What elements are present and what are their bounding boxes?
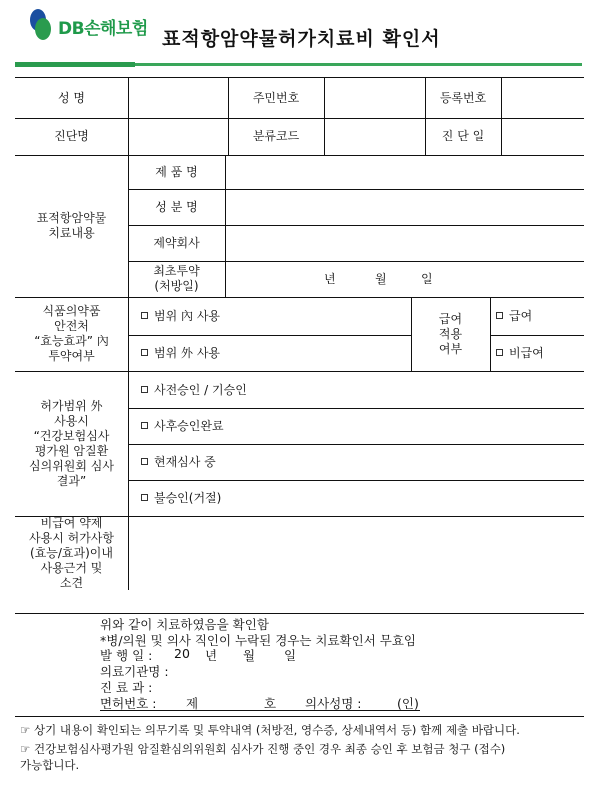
review-option-label: 현재심사 중 [154,455,216,469]
date-month-label: 월 [375,271,387,286]
resident-number-label: 주민번호 [252,90,300,105]
benefit-applicable-label: 급여 적용 여부 [438,311,463,356]
resident-number-field[interactable] [325,78,425,118]
first-administration-date-field[interactable] [226,261,584,297]
registration-number-label: 등록번호 [439,90,487,105]
seal-label: (인) [397,696,419,711]
within-scope-label: 범위 內 사용 [154,309,220,323]
checkbox-icon [141,349,148,356]
outside-scope-label: 범위 外 사용 [154,346,220,360]
first-administration-label: 최초투약 (처방일) [153,264,200,293]
review-group-label: 허가범위 外 사용시 “건강보험심사 평가원 암질환 심의위원회 심사 결과” [29,398,114,488]
issue-day-label: 일 [284,648,297,663]
nonbenefit-opinion-field[interactable] [129,516,584,590]
confirmation-form-table [15,77,584,614]
document-title: 표적항암약물허가치료비 확인서 [162,28,441,50]
name-label: 성 명 [58,90,85,105]
classification-code-label: 분류코드 [252,129,300,143]
notes-divider [15,716,584,717]
issue-year-prefix: 20 [174,646,190,661]
checkbox-icon [496,349,503,356]
issue-month-label: 월 [243,648,256,663]
non-benefit-label: 비급여 [509,346,544,360]
checkbox-icon [141,422,148,429]
benefit-label: 급여 [509,309,533,323]
diagnosis-date-label: 진 단 일 [441,129,485,143]
checkbox-icon [141,312,148,319]
date-year-label: 년 [324,271,336,286]
outside-scope-option[interactable] [141,344,220,361]
ingredient-name-label: 성 분 명 [155,199,198,214]
review-option-label: 사후승인완료 [154,419,224,433]
issue-date-label: 발 행 일 : [100,648,153,663]
date-day-label: 일 [421,271,433,286]
classification-code-field[interactable] [325,118,425,155]
product-name-label: 제 품 명 [155,164,198,179]
nonbenefit-group-label: 비급여 약제 사용시 허가사항 (효능/효과)이내 사용근거 및 소견 [29,515,114,590]
seal-warning: *병/의원 및 의사 직인이 누락된 경우는 치료확인서 무효임 [100,633,417,648]
checkbox-icon [141,386,148,393]
non-benefit-option[interactable] [496,344,544,361]
ingredient-name-field[interactable] [226,189,584,225]
review-option-label: 사전승인 / 기승인 [154,383,247,397]
mfds-group-label: 식품의약품 안전처 “효능효과” 內 투약여부 [34,304,109,363]
checkbox-icon [141,494,148,501]
review-option-post-approved[interactable] [141,417,224,434]
license-number-label: 면허번호 : [100,696,157,711]
issue-year-label: 년 [205,648,218,663]
review-option-pre-approved[interactable] [141,381,247,398]
db-logo-icon [26,8,56,42]
manufacturer-field[interactable] [226,225,584,261]
manufacturer-label: 제약회사 [153,235,200,250]
company-logo-text: DB손해보험 [58,19,148,39]
note-claim-after-approval: ☞ 건강보험심사평가원 암질환심의위원회 심사가 진행 중인 경우 최종 승인 후 보험금 청구 (접수) 가능합니다. [20,742,506,772]
benefit-option[interactable] [496,307,532,324]
checkbox-icon [496,312,503,319]
review-option-rejected[interactable] [141,489,221,506]
header-bar-left [15,62,135,67]
diagnosis-label: 진단명 [54,129,89,143]
checkbox-icon [141,458,148,465]
department-label: 진 료 과 : [100,680,153,695]
name-field[interactable] [129,78,228,118]
diagnosis-date-field[interactable] [502,118,584,155]
header-bar-right [135,63,582,66]
doctor-name-label: 의사성명 : [305,696,362,711]
license-je-label: 제 [186,696,199,711]
within-scope-option[interactable] [141,307,220,324]
product-name-field[interactable] [226,155,584,189]
license-ho-label: 호 [264,696,277,711]
review-option-under-review[interactable] [141,453,216,470]
registration-number-field[interactable] [502,78,584,118]
treatment-group-label: 표적항암약물 치료내용 [36,211,107,240]
note-attach-documents: ☞ 상기 내용이 확인되는 의무기록 및 투약내역 (처방전, 영수증, 상세내역서 등) 함께 제출 바랍니다. [20,723,520,737]
diagnosis-field[interactable] [129,118,228,155]
confirmation-statement: 위와 같이 치료하였음을 확인함 [100,617,269,632]
institution-label: 의료기관명 : [100,664,169,679]
review-option-label: 불승인(거절) [154,491,222,505]
